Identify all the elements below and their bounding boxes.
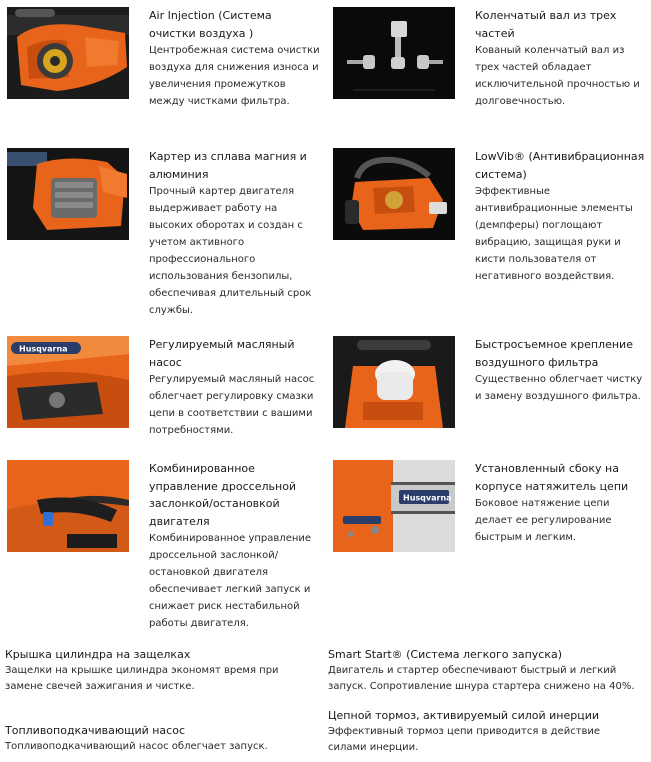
feature-title: Регулируемый масляный насос [149,338,295,369]
feature-title: Комбинированное управление дроссельной заслонкой/остановкой двигателя [149,462,297,528]
crankcase-photo [7,148,129,240]
feature-description: Регулируемый масляный насос облегчает регулировку смазки цепи в соответствии с вашими потребностями. [149,374,315,436]
note-title: Крышка цилиндра на защелках [5,648,191,661]
feature-description: Существенно облегчает чистку и замену воздушного фильтра. [475,374,643,402]
feature-title: Установленный сбоку на корпусе натяжитель цепи [475,462,629,493]
note-chain-brake [328,708,640,756]
chainsaw-lowvib-photo [333,148,455,240]
feature-description: Боковое натяжение цепи делает ее регулирование быстрым и легким. [475,498,612,543]
feature-title: Быстросъемное крепление воздушного фильтра [475,338,633,369]
note-title: Топливоподкачивающий насос [5,724,185,737]
note-title: Smart Start® (Система легкого запуска) [328,648,562,661]
crankshaft-photo [333,7,455,99]
feature-title: Air Injection (Система очистки воздуха ) [149,9,272,40]
note-fuel-pump [5,723,317,755]
air-filter-photo [333,336,455,428]
feature-title: LowVib® (Антивибрационная система) [475,150,645,181]
feature-description: Эффективные антивибрационные элементы (демпферы) поглощают вибрацию, защищая руки и кисти пользователя от негативного воздействия. [475,186,633,282]
husqvarna-bar-logo: Husqvarna [403,493,452,503]
feature-title: Картер из сплава магния и алюминия [149,150,307,181]
feature-title: Коленчатый вал из трех частей [475,9,617,40]
chainsaw-air-injection-photo [7,7,129,99]
note-cylinder-cover [5,647,317,695]
feature-description: Прочный картер двигателя выдерживает работу на высоких оборотах и создан с учетом активного профессионального использования бензопилы, обеспечивая длительный срок службы. [149,186,312,316]
note-description: Эффективный тормоз цепи приводится в действие силами инерции. [328,726,601,753]
note-description: Защелки на крышке цилиндра экономят время при замене свечей зажигания и чистке. [5,665,279,692]
note-description: Топливоподкачивающий насос облегчает запуск. [5,741,268,752]
feature-description: Центробежная система очистки воздуха для снижения износа и увеличения промежутков между чистками фильтра. [149,45,320,107]
chain-tensioner-photo [333,460,455,552]
note-title: Цепной тормоз, активируемый силой инерции [328,709,599,722]
husqvarna-logo-text: Husqvarna [19,344,68,354]
feature-description: Комбинированное управление дроссельной заслонкой/ остановкой двигателя обеспечивает легкий запуск и снижает риск нестабильной работы двигателя. [149,533,312,629]
note-description: Двигатель и стартер обеспечивают быстрый и легкий запуск. Сопротивление шнура стартера снижено на 40%. [328,665,635,692]
throttle-control-photo [7,460,129,552]
oil-pump-photo [7,336,129,428]
feature-description: Кованый коленчатый вал из трех частей обладает исключительной прочностью и долговечностью. [475,45,640,107]
note-smart-start [328,647,640,695]
